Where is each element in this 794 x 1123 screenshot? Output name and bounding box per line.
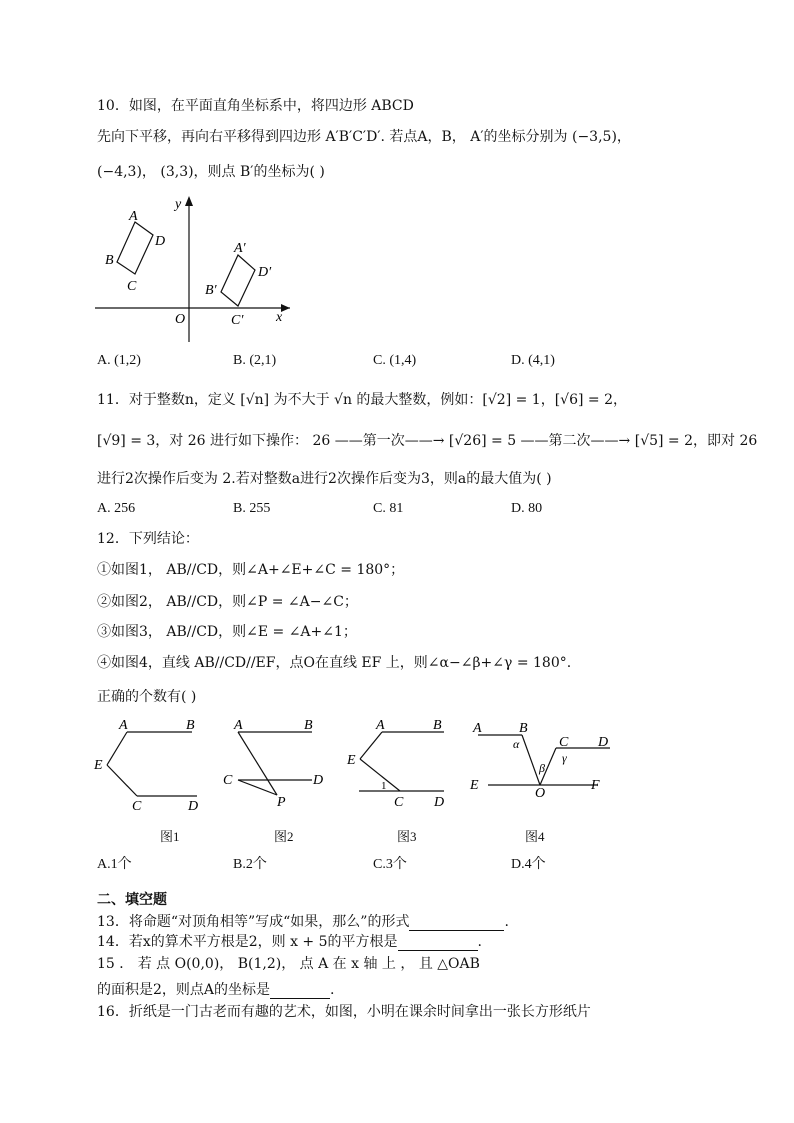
q12-option-c: C.3个 [373,857,407,872]
f1-b: B [186,718,195,733]
f4-e: E [470,778,479,793]
q12-caption-2: 图2 [274,829,294,844]
q11-option-a: A. 256 [97,501,136,516]
q10-label-d2: D′ [258,265,272,280]
f4-beta: β [539,761,545,775]
f4-o: O [535,786,546,801]
section-title: 二、填空题 [97,892,167,908]
q15-row2: 的面积是2，则点A的坐标是 . [97,982,335,998]
f3-1: 1 [381,780,387,792]
q10-label-b2: B′ [205,283,217,298]
q12-figure-3 [344,715,454,815]
q10-label-c2: C′ [231,313,244,328]
q14-row: 14．若x的算术平方根是2，则 x + 5的平方根是 . [97,934,482,950]
f3-a: A [376,718,385,733]
q10-option-a: A. (1,2) [97,353,141,368]
f4-alpha: α [513,737,520,751]
q12-figure-2 [220,715,335,815]
q12-figure-1 [92,715,207,815]
f2-d: D [313,773,324,788]
q12-caption-1: 图1 [160,829,180,844]
q12-caption-4: 图4 [525,829,545,844]
f1-e: E [94,758,103,773]
q10-figure [95,192,305,342]
q11-line2: [√9] = 3，对 26 进行如下操作： 26 ——第一次——→ [√26] = 5 ——第二次——→ [√5] = 2，即对 26 [97,433,758,449]
f2-b: B [304,718,313,733]
f4-gamma: γ [562,751,567,765]
f3-e: E [347,753,356,768]
q13-row: 13．将命题“对顶角相等”写成“如果，那么”的形式 . [97,914,509,930]
f1-c: C [132,799,142,814]
q10-option-d: D. (4,1) [511,353,555,368]
q10-axis-x: x [276,310,283,325]
q10-line3: (−4,3)， (3,3)，则点 B′的坐标为( ) [97,164,325,180]
q10-label-a: A [129,209,138,224]
q16-text: 16．折纸是一门古老而有趣的艺术，如图，小明在课余时间拿出一张长方形纸片 [97,1004,591,1020]
q11-option-c: C. 81 [373,501,404,516]
q15-text2: 的面积是2，则点A的坐标是 [97,982,271,998]
q10-label-a2: A′ [234,241,246,256]
f1-a: A [119,718,128,733]
q12-prompt: 正确的个数有( ) [97,689,197,705]
q15-line1: 15 ． 若 点 O(0,0)， B(1,2)， 点 A 在 x 轴 上 ， 且 △OAB [97,956,480,972]
q13-text: 13．将命题“对顶角相等”写成“如果，那么”的形式 [97,914,410,930]
q12-item1: ①如图1， AB//CD，则∠A+∠E+∠C = 180°； [97,562,405,578]
q14-blank[interactable] [398,936,478,951]
q14-text: 14．若x的算术平方根是2，则 x + 5的平方根是 [97,934,398,950]
f4-d: D [598,735,609,750]
q11-line1: 11．对于整数n，定义 [√n] 为不大于 √n 的最大整数，例如：[√2] = 1，[√6] = 2， [97,392,628,408]
f2-a: A [234,718,243,733]
q10-axis-y: y [175,197,182,212]
q11-option-d: D. 80 [511,501,543,516]
f1-d: D [188,799,199,814]
q10-option-c: C. (1,4) [373,353,417,368]
q12-caption-3: 图3 [397,829,417,844]
q10-label-c: C [127,279,137,294]
f2-c: C [223,773,233,788]
q15-blank[interactable] [270,984,330,999]
q10-label-d: D [155,234,166,249]
q10-origin: O [175,312,186,327]
q12-item3: ③如图3， AB//CD，则∠E = ∠A+∠1； [97,624,357,640]
q12-option-a: A.1个 [97,857,132,872]
q10-label-b: B [105,253,114,268]
q10-option-b: B. (2,1) [233,353,277,368]
f4-b: B [519,721,528,736]
f4-c: C [559,735,569,750]
f3-d: D [434,795,445,810]
f4-a: A [473,721,482,736]
f4-f: F [591,778,600,793]
q12-figure-4 [468,715,616,815]
q11-line3: 进行2次操作后变为 2.若对整数a进行2次操作后变为3，则a的最大值为( ) [97,471,552,487]
q12-option-b: B.2个 [233,857,267,872]
f2-p: P [277,795,286,810]
q12-item4: ④如图4，直线 AB//CD//EF，点O在直线 EF 上，则∠α−∠β+∠γ = 180°. [97,655,572,671]
q12-option-d: D.4个 [511,857,546,872]
f3-c: C [394,795,404,810]
f3-b: B [433,718,442,733]
q12-item2: ②如图2， AB//CD，则∠P = ∠A−∠C； [97,594,358,610]
q12-title: 12．下列结论： [97,531,199,547]
q10-line1: 10．如图，在平面直角坐标系中，将四边形 ABCD [97,98,414,114]
q13-blank[interactable] [409,916,504,931]
q10-line2: 先向下平移，再向右平移得到四边形 A′B′C′D′. 若点A，B， A′的坐标分别为 (−3,5)， [97,129,631,145]
q11-option-b: B. 255 [233,501,271,516]
